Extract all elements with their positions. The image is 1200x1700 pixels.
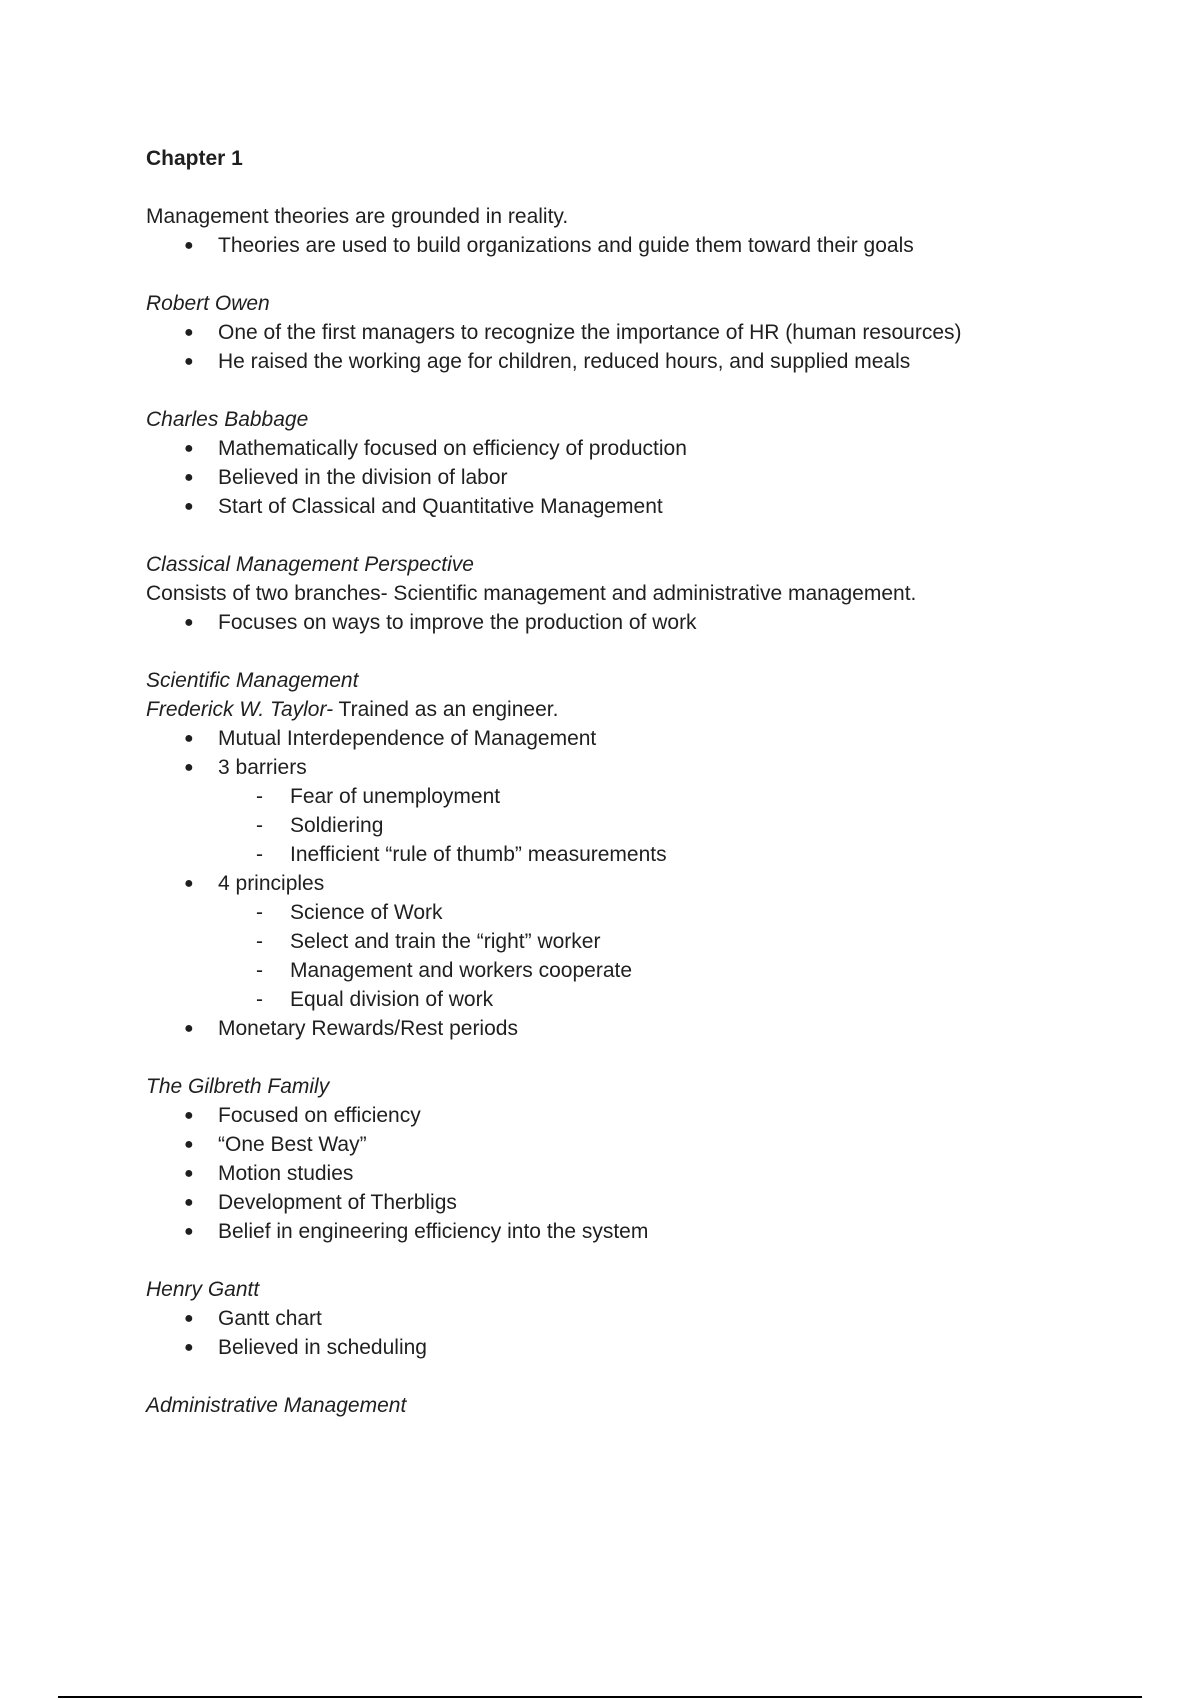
chapter-title: Chapter 1: [146, 147, 243, 170]
section-heading-gantt: Henry Gantt: [146, 1278, 260, 1301]
dash-icon: -: [256, 785, 263, 808]
charles-babbage-section: [146, 405, 1106, 521]
intro-section: [146, 202, 1106, 260]
section-heading-classical: Classical Management Perspective: [146, 553, 474, 576]
list-item-text: Soldiering: [290, 814, 384, 837]
section-heading-robert-owen: Robert Owen: [146, 292, 270, 315]
list-item-text: 3 barriers: [218, 756, 307, 779]
list-item-text: 4 principles: [218, 872, 325, 895]
list-item-text: Monetary Rewards/Rest periods: [218, 1017, 518, 1040]
list-item: [146, 1159, 1106, 1188]
list-item: [146, 753, 1106, 782]
list-item-text: Focuses on ways to improve the production of work: [218, 611, 697, 634]
list-item: [146, 869, 1106, 898]
bullet-icon: ●: [184, 875, 194, 892]
list-item: [146, 956, 1106, 985]
list-item: [146, 724, 1106, 753]
scientific-section: [146, 666, 1106, 1043]
section-heading-administrative: Administrative Management: [146, 1394, 407, 1417]
bullet-icon: ●: [184, 237, 194, 254]
dash-icon: -: [256, 959, 263, 982]
list-item: [146, 1333, 1106, 1362]
list-item-text: Believed in scheduling: [218, 1336, 427, 1359]
dash-icon: -: [256, 843, 263, 866]
bullet-icon: ●: [184, 1136, 194, 1153]
robert-owen-section: [146, 289, 1106, 376]
charles-babbage-bullets: [146, 434, 1106, 521]
list-item: [146, 985, 1106, 1014]
bullet-icon: ●: [184, 469, 194, 486]
list-item-text: Believed in the division of labor: [218, 466, 508, 489]
list-item-text: Mutual Interdependence of Management: [218, 727, 597, 750]
list-item: [146, 1304, 1106, 1333]
section-heading-gilbreth: The Gilbreth Family: [146, 1075, 330, 1098]
bullet-icon: ●: [184, 1107, 194, 1124]
list-item-text: “One Best Way”: [218, 1133, 367, 1156]
barriers-list: [146, 782, 1106, 869]
list-item: [146, 898, 1106, 927]
list-item: [146, 463, 1106, 492]
list-item: [146, 1217, 1106, 1246]
list-item: [146, 492, 1106, 521]
list-item: [146, 927, 1106, 956]
bullet-icon: ●: [184, 759, 194, 776]
list-item-text: Select and train the “right” worker: [290, 930, 601, 953]
dash-icon: -: [256, 901, 263, 924]
list-item: [146, 1130, 1106, 1159]
taylor-line: [146, 695, 1106, 724]
list-item: [146, 347, 1106, 376]
list-item-text: Inefficient “rule of thumb” measurements: [290, 843, 667, 866]
classical-text: Consists of two branches- Scientific management and administrative management.: [146, 582, 917, 605]
gantt-bullets: [146, 1304, 1106, 1362]
bullet-icon: ●: [184, 1165, 194, 1182]
list-item-text: Theories are used to build organizations and guide them toward their goals: [218, 234, 914, 257]
intro-bullets: [146, 231, 1106, 260]
page-bottom-rule: [58, 1696, 1142, 1698]
scientific-bullets: [146, 724, 1106, 782]
bullet-icon: ●: [184, 1223, 194, 1240]
list-item-text: He raised the working age for children, reduced hours, and supplied meals: [218, 350, 911, 373]
list-item-text: Management and workers cooperate: [290, 959, 633, 982]
list-item-text: Belief in engineering efficiency into the system: [218, 1220, 649, 1243]
list-item: [146, 608, 1106, 637]
gilbreth-bullets: [146, 1101, 1106, 1246]
robert-owen-bullets: [146, 318, 1106, 376]
list-item: [146, 231, 1106, 260]
list-item: [146, 1188, 1106, 1217]
taylor-name: Frederick W. Taylor-: [146, 698, 334, 721]
list-item: [146, 1101, 1106, 1130]
classical-bullets: [146, 608, 1106, 637]
list-item: [146, 811, 1106, 840]
list-item-text: Motion studies: [218, 1162, 354, 1185]
taylor-text: Trained as an engineer.: [333, 698, 559, 721]
bullet-icon: ●: [184, 353, 194, 370]
bullet-icon: ●: [184, 498, 194, 515]
section-heading-charles-babbage: Charles Babbage: [146, 408, 309, 431]
classical-section: [146, 550, 1106, 637]
list-item: [146, 840, 1106, 869]
bullet-icon: ●: [184, 1020, 194, 1037]
bullet-icon: ●: [184, 1194, 194, 1211]
gantt-section: [146, 1275, 1106, 1362]
bullet-icon: ●: [184, 1339, 194, 1356]
list-item-text: Fear of unemployment: [290, 785, 501, 808]
list-item: [146, 782, 1106, 811]
bullet-icon: ●: [184, 324, 194, 341]
list-item: [146, 434, 1106, 463]
list-item-text: Focused on efficiency: [218, 1104, 421, 1127]
bullet-icon: ●: [184, 614, 194, 631]
bullet-icon: ●: [184, 730, 194, 747]
list-item-text: Gantt chart: [218, 1307, 322, 1330]
administrative-section: [146, 1391, 1106, 1420]
dash-icon: -: [256, 814, 263, 837]
document-body: [146, 144, 1106, 1449]
section-heading-scientific: Scientific Management: [146, 669, 359, 692]
gilbreth-section: [146, 1072, 1106, 1246]
intro-text: Management theories are grounded in reality.: [146, 205, 569, 228]
principles-list: [146, 898, 1106, 1014]
list-item-text: One of the first managers to recognize the importance of HR (human resources): [218, 321, 962, 344]
dash-icon: -: [256, 988, 263, 1011]
dash-icon: -: [256, 930, 263, 953]
scientific-bullets-end: [146, 1014, 1106, 1043]
principles-bullet: [146, 869, 1106, 898]
list-item: [146, 1014, 1106, 1043]
list-item-text: Development of Therbligs: [218, 1191, 457, 1214]
list-item-text: Science of Work: [290, 901, 443, 924]
list-item: [146, 318, 1106, 347]
bullet-icon: ●: [184, 1310, 194, 1327]
list-item-text: Mathematically focused on efficiency of production: [218, 437, 687, 460]
list-item-text: Start of Classical and Quantitative Management: [218, 495, 663, 518]
list-item-text: Equal division of work: [290, 988, 494, 1011]
bullet-icon: ●: [184, 440, 194, 457]
